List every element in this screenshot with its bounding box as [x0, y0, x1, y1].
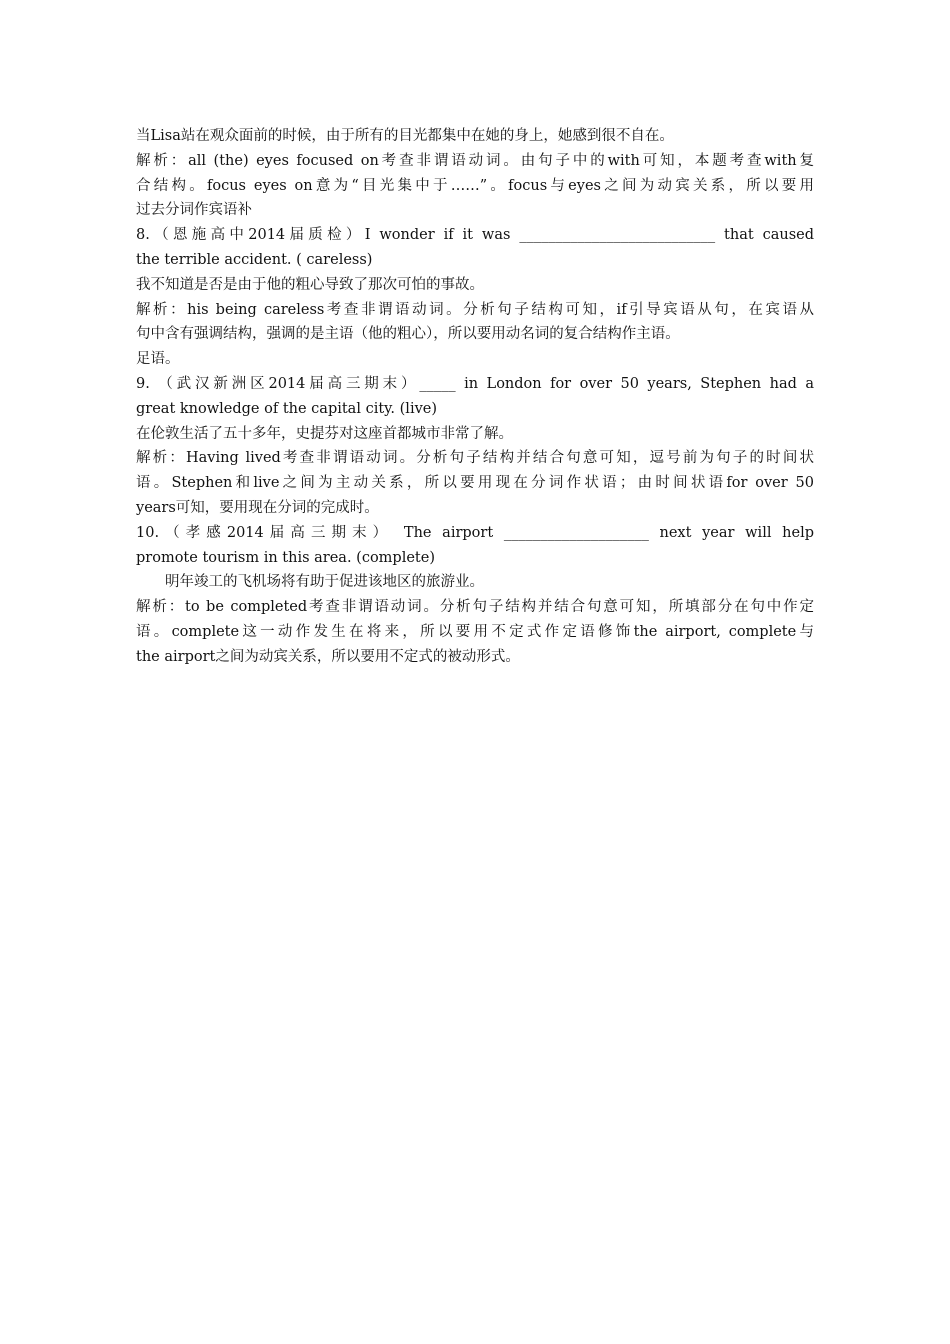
- analysis-line: the airport之间为动宾关系，所以要用不定式的被动形式。: [136, 648, 520, 665]
- question-line: 8.（恩施高中2014届质检）I wonder if it was ___________________________ that caused: [136, 227, 814, 244]
- question-line: great knowledge of the capital city. (live): [136, 400, 438, 417]
- question-line: 9. （武汉新洲区2014届高三期末）_____ in London for over 50 years, Stephen had a: [136, 375, 814, 392]
- analysis-line: 句中含有强调结构，强调的是主语（他的粗心），所以要用动名词的复合结构作主语。: [136, 326, 680, 343]
- question-line: 10.（孝感2014届高三期末） The airport ____________________ next year will help: [136, 524, 814, 541]
- analysis-line: 语。complete这一动作发生在将来，所以要用不定式作定语修饰the airport, complete与: [136, 623, 814, 640]
- document-body: [136, 124, 814, 670]
- analysis-line: 解析：his being careless考查非谓语动词。分析句子结构可知，if引导宾语从句，在宾语从: [136, 301, 814, 318]
- translation-line: 在伦敦生活了五十多年，史提芬对这座首都城市非常了解。: [136, 425, 513, 442]
- analysis-line: 解析：to be completed考查非谓语动词。分析句子结构并结合句意可知，所填部分在句中作定: [136, 599, 814, 616]
- question-line: promote tourism in this area. (complete): [136, 549, 435, 566]
- translation-line: 明年竣工的飞机场将有助于促进该地区的旅游业。: [165, 574, 484, 591]
- text-line: 足语。: [136, 351, 180, 368]
- analysis-line: 解析：Having lived考查非谓语动词。分析句子结构并结合句意可知，逗号前为句子的时间状: [136, 450, 814, 467]
- text-line: 合结构。focus eyes on意为“目光集中于……”。focus与eyes之间为动宾关系，所以要用: [136, 177, 814, 194]
- question-line: the terrible accident. ( careless): [136, 251, 373, 268]
- text-line: 当Lisa站在观众面前的时候，由于所有的目光都集中在她的身上，她感到很不自在。: [136, 128, 674, 144]
- translation-line: 我不知道是否是由于他的粗心导致了那次可怕的事故。: [136, 276, 484, 293]
- analysis-line: years可知，要用现在分词的完成时。: [136, 499, 379, 516]
- text-line: 解析：all (the) eyes focused on考查非谓语动词。由句子中的with可知，本题考查with复: [136, 152, 814, 169]
- analysis-line: 语。Stephen和live之间为主动关系，所以要用现在分词作状语；由时间状语for over 50: [136, 475, 814, 492]
- text-line: 过去分词作宾语补: [136, 202, 252, 219]
